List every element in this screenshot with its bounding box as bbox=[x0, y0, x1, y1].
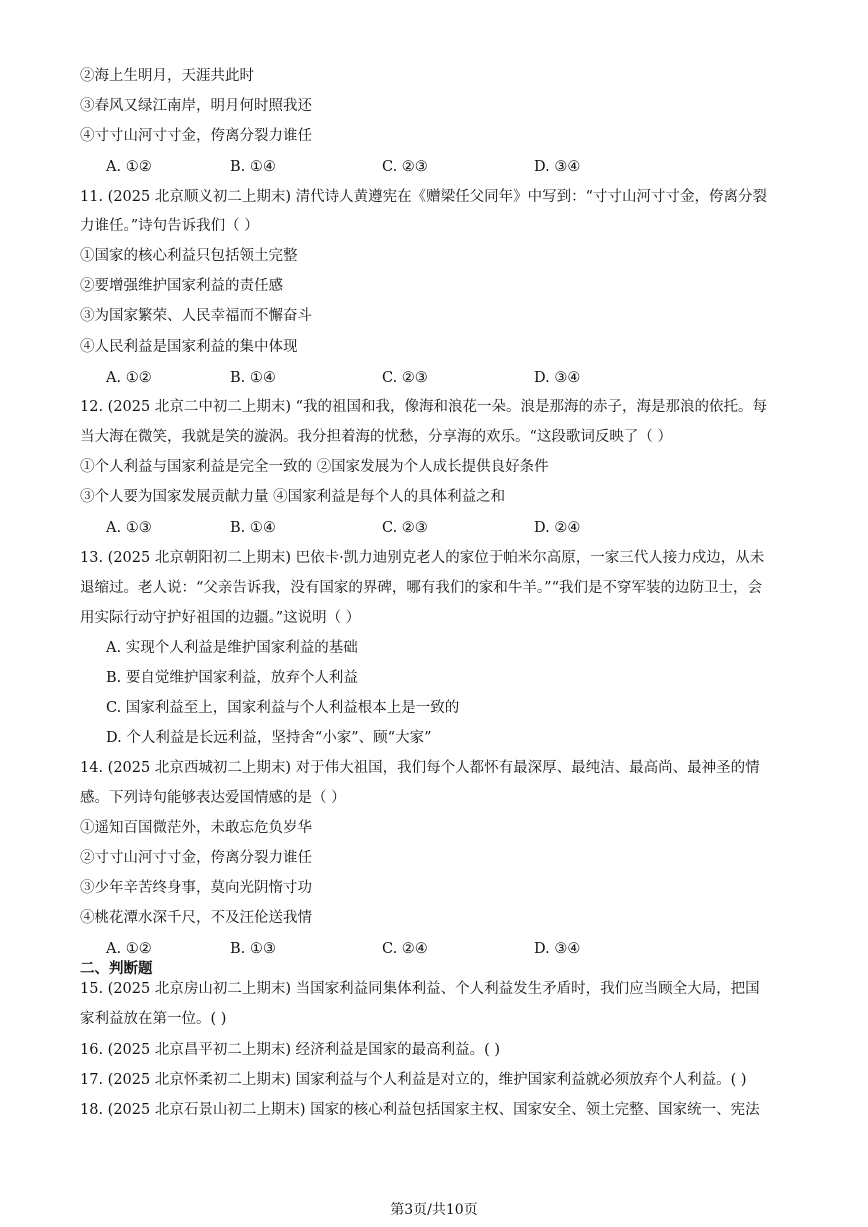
option-line: ①遥知百国微茫外，未敢忘危负岁华 bbox=[80, 820, 312, 836]
choice-d: D. ③④ bbox=[534, 941, 581, 957]
option-line: ①国家的核心利益只包括领土完整 bbox=[80, 248, 298, 264]
answer-choices bbox=[106, 939, 626, 959]
option-line: ③为国家繁荣、人民幸福而不懈奋斗 bbox=[80, 308, 312, 324]
answer-choices bbox=[106, 368, 626, 388]
page-number: 第3页/共10页 bbox=[390, 1202, 478, 1218]
option-line: ②要增强维护国家利益的责任感 bbox=[80, 278, 283, 294]
option-line: ③春风又绿江南岸，明月何时照我还 bbox=[80, 98, 312, 114]
question-14-stem: 感。下列诗句能够表达爱国情感的是（ ） bbox=[80, 790, 346, 806]
question-13-stem: 用实际行动守护好祖国的边疆。”这说明（ ） bbox=[80, 610, 361, 626]
answer-choices bbox=[106, 157, 626, 177]
question-17-stem: 17. (2025 北京怀柔初二上期末) 国家利益与个人利益是对立的，维护国家利益就必须放弃个人利益。( ) bbox=[80, 1072, 747, 1088]
option-line: ④人民利益是国家利益的集中体现 bbox=[80, 339, 298, 355]
question-14-stem: 14. (2025 北京西城初二上期末) 对于伟大祖国，我们每个人都怀有最深厚、最纯洁、最高尚、最神圣的情 bbox=[80, 760, 760, 776]
answer-choices bbox=[106, 518, 626, 538]
option-line: ②海上生明月，天涯共此时 bbox=[80, 68, 254, 84]
choice-d: D. ②④ bbox=[534, 520, 581, 536]
option-line: ④寸寸山河寸寸金，侉离分裂力谁任 bbox=[80, 128, 312, 144]
option-line: ③少年辛苦终身事，莫向光阴惰寸功 bbox=[80, 880, 312, 896]
choice-b: B. ①④ bbox=[230, 370, 276, 386]
choice-c: C. ②③ bbox=[382, 159, 428, 175]
choice-c: C. ②③ bbox=[382, 370, 428, 386]
choice-d: D. ③④ bbox=[534, 159, 581, 175]
choice-b: B. ①③ bbox=[230, 941, 276, 957]
question-18-stem: 18. (2025 北京石景山初二上期末) 国家的核心利益包括国家主权、国家安全、领土完整、国家统一、宪法 bbox=[80, 1102, 760, 1118]
section-heading: 二、判断题 bbox=[80, 961, 153, 977]
question-15-stem: 15. (2025 北京房山初二上期末) 当国家利益同集体利益、个人利益发生矛盾时，我们应当顾全大局，把国 bbox=[80, 981, 760, 997]
option-line: ④桃花潭水深千尺，不及汪伦送我情 bbox=[80, 910, 312, 926]
choice-c: C. ②③ bbox=[382, 520, 428, 536]
choice-b: B. 要自觉维护国家利益，放弃个人利益 bbox=[106, 670, 358, 686]
option-line: ①个人利益与国家利益是完全一致的 ②国家发展为个人成长提供良好条件 bbox=[80, 459, 549, 475]
choice-a: A. 实现个人利益是维护国家利益的基础 bbox=[106, 640, 358, 656]
choice-b: B. ①④ bbox=[230, 159, 276, 175]
question-13-stem: 13. (2025 北京朝阳初二上期末) 巴依卡·凯力迪别克老人的家位于帕米尔高原，一家三代人接力戍边，从未 bbox=[80, 550, 765, 566]
choice-c: C. 国家利益至上，国家利益与个人利益根本上是一致的 bbox=[106, 700, 460, 716]
choice-d: D. 个人利益是长远利益，坚持舍“小家”、顾“大家” bbox=[106, 730, 432, 746]
choice-a: A. ①② bbox=[106, 159, 152, 175]
choice-a: A. ①③ bbox=[106, 520, 152, 536]
choice-a: A. ①② bbox=[106, 941, 152, 957]
question-13-stem: 退缩过。老人说：“父亲告诉我，没有国家的界碑，哪有我们的家和牛羊。”“我们是不穿军装的边防卫士，会 bbox=[80, 580, 762, 596]
question-16-stem: 16. (2025 北京昌平初二上期末) 经济利益是国家的最高利益。( ) bbox=[80, 1042, 501, 1058]
question-11-stem: 11. (2025 北京顺义初二上期末) 清代诗人黄遵宪在《赠梁任父同年》中写到：“寸寸山河寸寸金，侉离分裂 bbox=[80, 189, 768, 205]
option-line: ②寸寸山河寸寸金，侉离分裂力谁任 bbox=[80, 850, 312, 866]
question-12-stem: 12. (2025 北京二中初二上期末) “我的祖国和我，像海和浪花一朵。浪是那海的赤子，海是那浪的依托。每 bbox=[80, 399, 768, 415]
option-line: ③个人要为国家发展贡献力量 ④国家利益是每个人的具体利益之和 bbox=[80, 489, 506, 505]
question-11-stem: 力谁任。”诗句告诉我们（ ） bbox=[80, 218, 259, 234]
choice-b: B. ①④ bbox=[230, 520, 276, 536]
choice-c: C. ②④ bbox=[382, 941, 428, 957]
question-15-stem: 家利益放在第一位。( ) bbox=[80, 1011, 227, 1027]
question-12-stem: 当大海在微笑，我就是笑的漩涡。我分担着海的忧愁，分享海的欢乐。“这段歌词反映了（ ） bbox=[80, 429, 673, 445]
choice-d: D. ③④ bbox=[534, 370, 581, 386]
choice-a: A. ①② bbox=[106, 370, 152, 386]
